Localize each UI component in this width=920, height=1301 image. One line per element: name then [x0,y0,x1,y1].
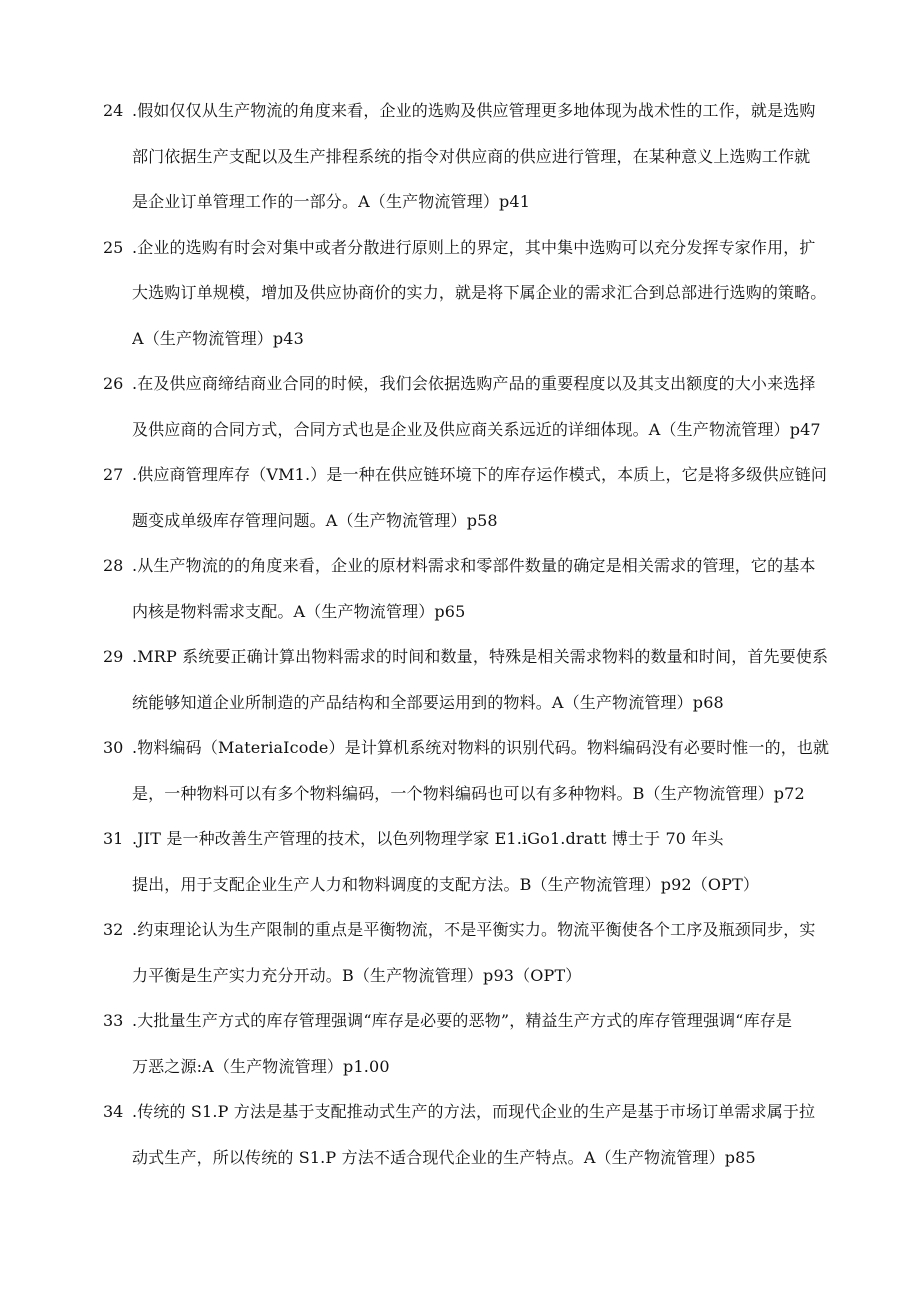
question-item [0,543,920,634]
question-number: 28 [103,556,124,575]
question-item [0,1089,920,1180]
question-number: 30 [103,738,124,757]
question-text-line: .供应商管理库存（VM1.）是一种在供应链环境下的库存运作模式，本质上，它是将多级供应链问 [132,465,828,484]
question-number: 24 [103,101,124,120]
question-text-line: .企业的选购有时会对集中或者分散进行原则上的界定，其中集中选购可以充分发挥专家作用，扩 [132,237,816,257]
question-text-line: .传统的 S1.P 方法是基于支配推动式生产的方法，而现代企业的生产是基于市场订单需求属于拉 [132,1102,816,1121]
question-number: 26 [103,374,124,393]
question-item [0,634,920,725]
question-text-line: 力平衡是生产实力充分开动。B（生产物流管理）p93（OPT） [132,965,582,985]
question-number: 34 [103,1102,124,1121]
question-text-line: .JIT 是一种改善生产管理的技术，以色列物理学家 E1.iGo1.dratt 博士于 70 年头 [132,829,724,848]
question-text-line: 大选购订单规模，增加及供应协商价的实力，就是将下属企业的需求汇合到总部进行选购的策略。 [132,283,827,302]
question-number: 27 [103,465,124,484]
question-text-line: .大批量生产方式的库存管理强调“库存是必要的恶物”，精益生产方式的库存管理强调“库存是 [132,1011,793,1030]
question-item [0,998,920,1089]
question-text-line: .假如仅仅从生产物流的角度来看，企业的选购及供应管理更多地体现为战术性的工作，就是选购 [132,101,816,120]
question-item [0,225,920,362]
question-text-line: .从生产物流的的角度来看，企业的原材料需求和零部件数量的确定是相关需求的管理，它的基本 [132,556,816,575]
question-text-line: 提出，用于支配企业生产人力和物料调度的支配方法。B（生产物流管理）p92（OPT） [132,874,760,894]
question-text-line: 动式生产，所以传统的 S1.P 方法不适合现代企业的生产特点。A（生产物流管理）p85 [132,1147,756,1167]
question-text-line: 内核是物料需求支配。A（生产物流管理）p65 [132,601,466,621]
question-text-line: 万恶之源:A（生产物流管理）p1.00 [132,1056,390,1076]
question-number: 25 [103,237,124,257]
question-text-line: 统能够知道企业所制造的产品结构和全部要运用到的物料。A（生产物流管理）p68 [132,692,724,712]
question-text-line: .在及供应商缔结商业合同的时候，我们会依据选购产品的重要程度以及其支出额度的大小来选择 [132,374,816,393]
question-item [0,816,920,907]
question-text-line: .约束理论认为生产限制的重点是平衡物流，不是平衡实力。物流平衡使各个工序及瓶颈同步，实 [132,920,816,939]
question-item [0,452,920,543]
question-number: 31 [103,829,124,848]
question-item [0,361,920,452]
question-item [0,725,920,816]
question-item [0,88,920,225]
question-number: 32 [103,920,124,939]
question-item [0,907,920,998]
question-text-line: 及供应商的合同方式，合同方式也是企业及供应商关系远近的详细体现。A（生产物流管理）p47 [132,419,821,439]
question-text-line: 是，一种物料可以有多个物料编码，一个物料编码也可以有多种物料。B（生产物流管理）p72 [132,783,805,803]
question-number: 29 [103,647,124,666]
question-text-line: A（生产物流管理）p43 [132,328,304,348]
question-number: 33 [103,1011,124,1030]
question-text-line: .物料编码（MateriaIcode）是计算机系统对物料的识别代码。物料编码没有必要时惟一的，也就 [132,738,830,757]
question-text-line: 是企业订单管理工作的一部分。A（生产物流管理）p41 [132,192,531,211]
question-text-line: 部门依据生产支配以及生产排程系统的指令对供应商的供应进行管理，在某种意义上选购工作就 [132,146,811,166]
question-text-line: 题变成单级库存管理问题。A（生产物流管理）p58 [132,510,498,530]
question-text-line: .MRP 系统要正确计算出物料需求的时间和数量，特殊是相关需求物料的数量和时间，首先要使系 [132,647,829,666]
